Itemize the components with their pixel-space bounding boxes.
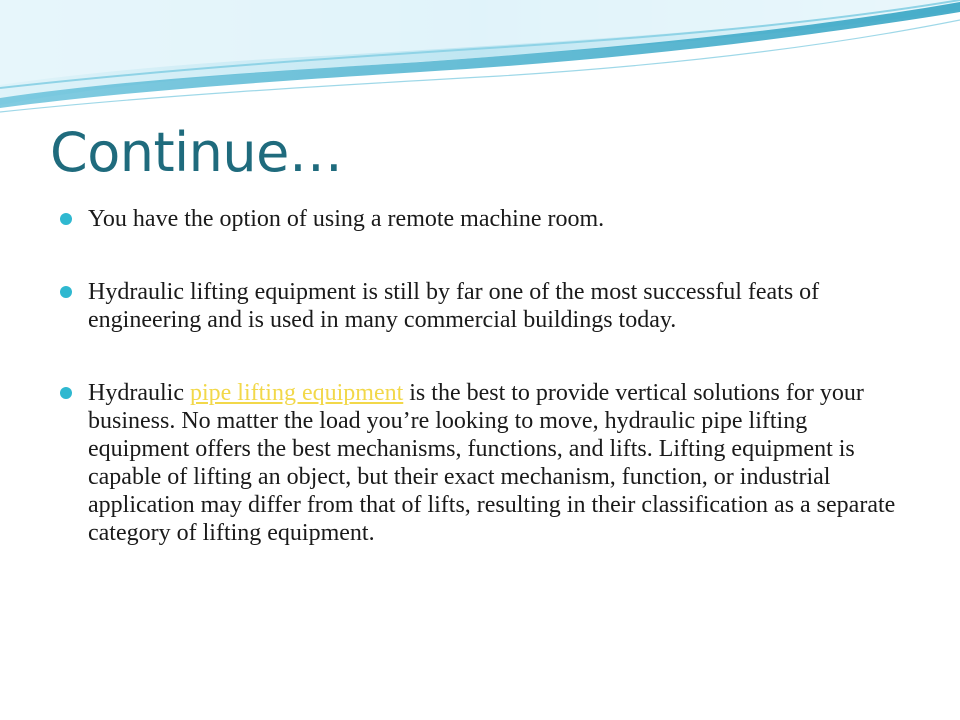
bullet-text-suffix: is the best to provide vertical solutions for your business. No matter the load you’re looking to move, hydraulic pipe lifting equipment offers the best mechanisms, functions, and lifts. Lifting equipment is capable of lifting an object, but their exact mechanism, function, or industrial application may differ from that of lifts, resulting in their classification as a separate category of lifting equipment. [88,380,896,546]
bullet-dot-icon [60,387,72,399]
bullet-item [60,278,910,334]
bullet-item [60,379,910,547]
bullet-text-prefix: Hydraulic [88,380,190,406]
header-wave-decoration [0,0,960,130]
bullet-dot-icon [60,286,72,298]
bullet-dot-icon [60,213,72,225]
bullet-list [60,205,910,547]
pipe-lifting-equipment-link[interactable]: pipe lifting equipment [189,380,404,406]
slide-title: Continue… [50,121,343,184]
bullet-text: You have the option of using a remote machine room. [88,206,605,232]
bullet-text: Hydraulic lifting equipment is still by far one of the most successful feats of engineering and is used in many commercial buildings today. [88,279,820,333]
bullet-item [60,205,910,233]
